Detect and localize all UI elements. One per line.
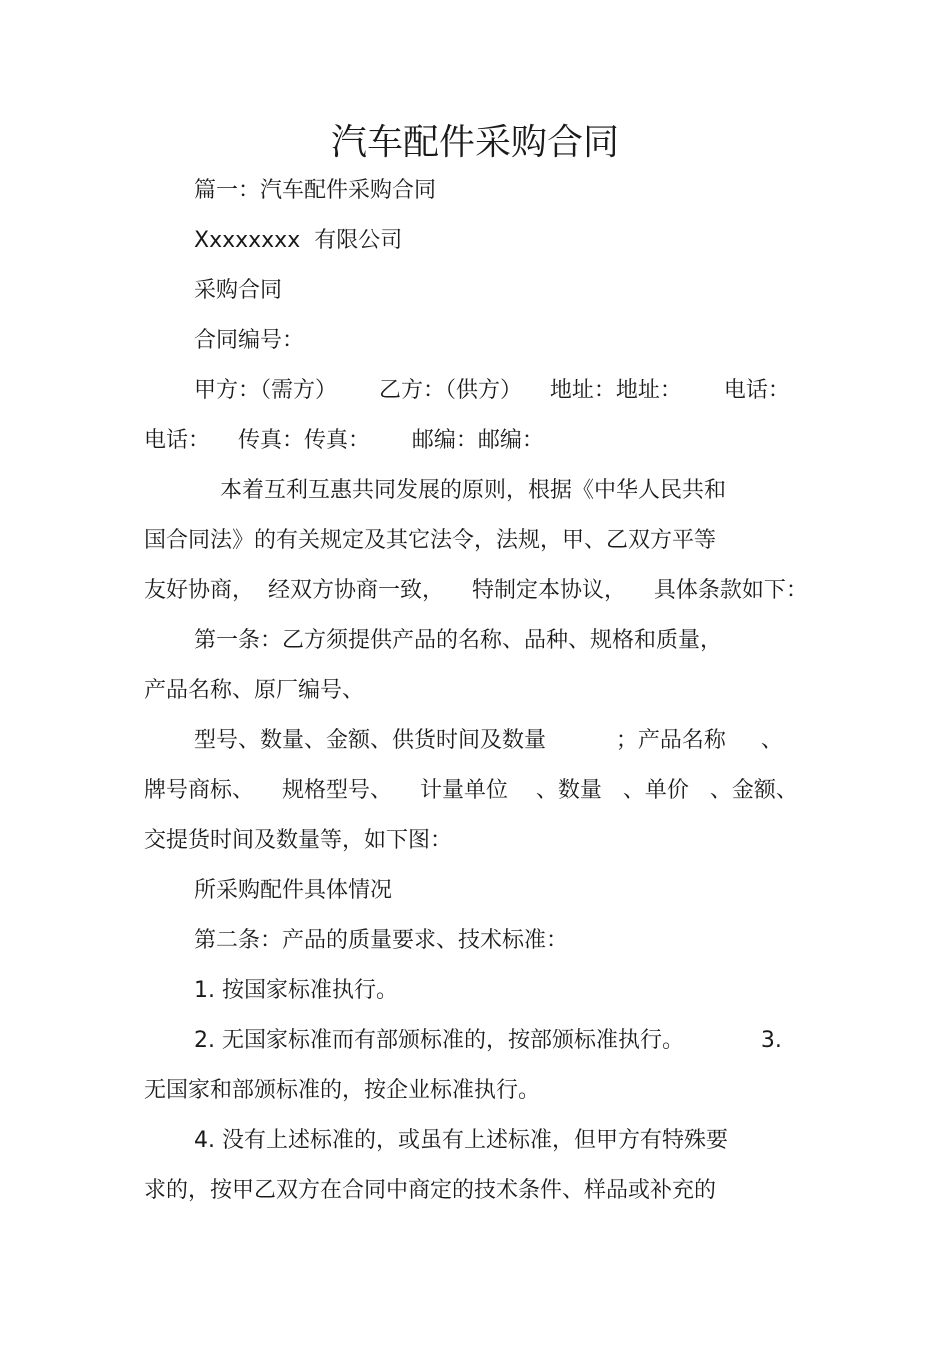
text-line: 无国家和部颁标准的，按企业标准执行。 [144,1078,541,1103]
text-line: 交提货时间及数量等，如下图： [144,828,453,853]
text-line: 2. 无国家标准而有部颁标准的，按部颁标准执行。 3. [194,1028,782,1053]
text-line: Xxxxxxxx 有限公司 [194,228,403,253]
text-line: 甲方：（需方） 乙方：（供方） 地址：地址： 电话： [194,378,790,403]
text-line: 友好协商， 经双方协商一致， 特制定本协议， 具体条款如下： [144,578,808,603]
text-line: 牌号商标、 规格型号、 计量单位 、数量 、单价 、金额、 [144,778,798,803]
text-line: 第二条：产品的质量要求、技术标准： [194,928,569,953]
text-line: 本着互利互惠共同发展的原则，根据《中华人民共和 [220,478,727,503]
text-line: 合同编号： [194,328,305,353]
text-line: 1. 按国家标准执行。 [194,978,398,1003]
text-line: 型号、数量、金额、供货时间及数量 ；产品名称 、 [194,728,783,753]
text-line: 采购合同 [194,278,283,303]
text-line: 求的，按甲乙双方在合同中商定的技术条件、样品或补充的 [144,1178,717,1203]
text-line: 所采购配件具体情况 [194,878,393,903]
text-line: 产品名称、原厂编号、 [144,678,365,703]
document-title: 汽车配件采购合同 [330,122,619,163]
text-line: 篇一：汽车配件采购合同 [194,178,437,203]
text-line: 国合同法》的有关规定及其它法令，法规，甲、乙双方平等 [144,528,717,553]
text-line: 第一条：乙方须提供产品的名称、品种、规格和质量， [194,628,723,653]
text-line: 电话： 传真：传真： 邮编：邮编： [144,428,544,453]
text-line: 4. 没有上述标准的，或虽有上述标准，但甲方有特殊要 [194,1128,728,1153]
